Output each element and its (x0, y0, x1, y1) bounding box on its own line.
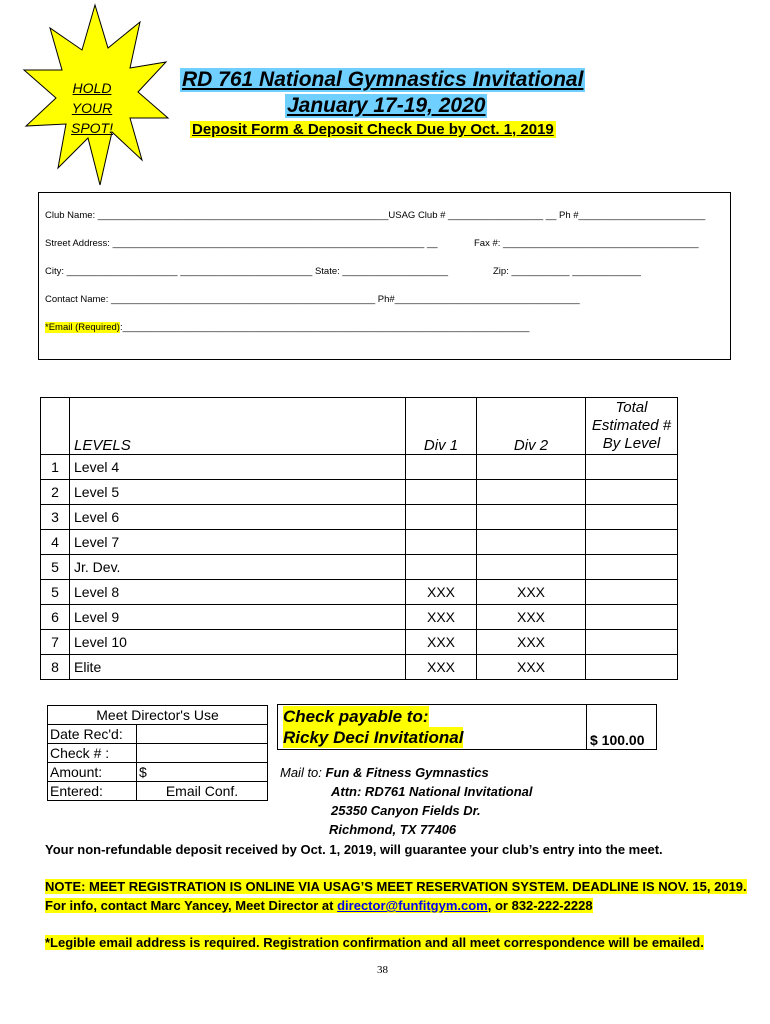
deposit-subtitle: Deposit Form & Deposit Check Due by Oct. 1, 2019 (192, 121, 554, 138)
row-div2: XXX (477, 630, 586, 655)
meet-director-box (47, 705, 268, 801)
total-header-line-2: Estimated # (591, 417, 672, 434)
row-div1: XXX (406, 630, 477, 655)
table-row (41, 505, 678, 530)
check-payee: Ricky Deci Invitational (283, 728, 464, 747)
burst-line-3: SPOT! (70, 120, 113, 136)
row-num: 5 (41, 555, 70, 580)
date-recd-value[interactable] (137, 725, 268, 744)
table-row (41, 655, 678, 680)
deposit-note: Your non-refundable deposit received by Oct. 1, 2019, will guarantee your club’s entry into the meet. (45, 842, 663, 857)
table-row (41, 480, 678, 505)
row-div2: XXX (477, 655, 586, 680)
total-header-line-1: Total (615, 399, 648, 416)
row-div2: XXX (477, 580, 586, 605)
table-row (41, 580, 678, 605)
row-level: Elite (70, 655, 406, 680)
levels-header: LEVELS (70, 398, 406, 455)
row-level: Level 7 (70, 530, 406, 555)
table-row (41, 530, 678, 555)
row-total[interactable] (586, 630, 678, 655)
row-num: 5 (41, 580, 70, 605)
row-level: Level 9 (70, 605, 406, 630)
check-payable-label: Check payable to: (283, 707, 429, 726)
row-div2[interactable] (477, 480, 586, 505)
num-header (41, 398, 70, 455)
row-div1[interactable] (406, 530, 477, 555)
div2-header: Div 2 (477, 398, 586, 455)
mail-street: 25350 Canyon Fields Dr. (331, 803, 481, 818)
table-row (41, 555, 678, 580)
contact-note (45, 898, 593, 913)
row-level: Level 4 (70, 455, 406, 480)
row-div2[interactable] (477, 530, 586, 555)
row-div1: XXX (406, 655, 477, 680)
levels-table (40, 397, 678, 680)
table-row (41, 630, 678, 655)
row-num: 2 (41, 480, 70, 505)
club-name-field[interactable]: Club Name: _______________________________________________________USAG Club # __________________ __ Ph #________________________ (45, 210, 706, 221)
page-number: 38 (377, 964, 388, 976)
row-total[interactable] (586, 580, 678, 605)
contact-post: , or 832-222-2228 (487, 898, 593, 913)
city-state-field[interactable]: City: _____________________ _________________________ State: ____________________ (45, 266, 449, 277)
row-level: Level 5 (70, 480, 406, 505)
row-div1[interactable] (406, 555, 477, 580)
row-total[interactable] (586, 480, 678, 505)
row-num: 7 (41, 630, 70, 655)
total-header-line-3: By Level (602, 435, 661, 452)
row-num: 4 (41, 530, 70, 555)
amount-value[interactable]: $ (137, 763, 268, 782)
total-header (586, 398, 678, 455)
burst-line-1: HOLD (72, 80, 112, 96)
check-divider (586, 704, 587, 750)
email-conf-label[interactable]: Email Conf. (137, 782, 268, 801)
check-amount: $ 100.00 (590, 732, 645, 748)
street-address-field[interactable]: Street Address: ___________________________________________________________ __ (45, 238, 438, 249)
contact-pre: For info, contact Marc Yancey, Meet Director at (45, 898, 338, 913)
row-div1[interactable] (406, 480, 477, 505)
director-email-link[interactable]: director@funfitgym.com (337, 898, 488, 913)
mail-to-label: Mail to: (280, 765, 326, 780)
email-required-label: *Email (Required) (45, 322, 120, 333)
date-recd-label: Date Rec'd: (48, 725, 137, 744)
row-num: 1 (41, 455, 70, 480)
mail-to-line (280, 765, 489, 780)
row-div1[interactable] (406, 455, 477, 480)
row-div1: XXX (406, 580, 477, 605)
meet-director-title: Meet Director's Use (48, 706, 268, 725)
row-div2[interactable] (477, 505, 586, 530)
row-level: Level 6 (70, 505, 406, 530)
row-level: Level 8 (70, 580, 406, 605)
email-line: :_____________________________________________________________________________ (119, 322, 530, 333)
row-total[interactable] (586, 530, 678, 555)
registration-note: NOTE: MEET REGISTRATION IS ONLINE VIA USAG’S MEET RESERVATION SYSTEM. DEADLINE IS NOV. 15, 2019. (45, 879, 747, 894)
row-num: 6 (41, 605, 70, 630)
levels-header-row (41, 398, 678, 455)
page-title: RD 761 National Gymnastics Invitational (182, 68, 584, 91)
starburst-text (62, 78, 122, 138)
amount-label: Amount: (48, 763, 137, 782)
row-div1[interactable] (406, 505, 477, 530)
check-num-value[interactable] (137, 744, 268, 763)
row-div2[interactable] (477, 455, 586, 480)
row-div2: XXX (477, 605, 586, 630)
row-level: Jr. Dev. (70, 555, 406, 580)
burst-line-2: YOUR (71, 100, 113, 116)
row-total[interactable] (586, 655, 678, 680)
row-total[interactable] (586, 455, 678, 480)
row-total[interactable] (586, 605, 678, 630)
email-field[interactable] (45, 322, 529, 333)
row-total[interactable] (586, 555, 678, 580)
mail-attn: Attn: RD761 National Invitational (331, 784, 533, 799)
table-row (41, 455, 678, 480)
email-required-note: *Legible email address is required. Registration confirmation and all meet correspondence will be emailed. (45, 935, 704, 950)
mail-to-name: Fun & Fitness Gymnastics (325, 765, 489, 780)
row-level: Level 10 (70, 630, 406, 655)
mail-city: Richmond, TX 77406 (329, 822, 457, 837)
table-row (41, 605, 678, 630)
fax-field[interactable]: Fax #: _____________________________________ (474, 238, 699, 249)
entered-label: Entered: (48, 782, 137, 801)
div1-header: Div 1 (406, 398, 477, 455)
row-div2[interactable] (477, 555, 586, 580)
row-total[interactable] (586, 505, 678, 530)
event-dates: January 17-19, 2020 (287, 94, 486, 117)
zip-field[interactable]: Zip: ___________ _____________ (493, 266, 641, 277)
check-num-label: Check # : (48, 744, 137, 763)
row-num: 8 (41, 655, 70, 680)
contact-name-field[interactable]: Contact Name: __________________________________________________ Ph#___________________________________ (45, 294, 580, 305)
row-num: 3 (41, 505, 70, 530)
row-div1: XXX (406, 605, 477, 630)
